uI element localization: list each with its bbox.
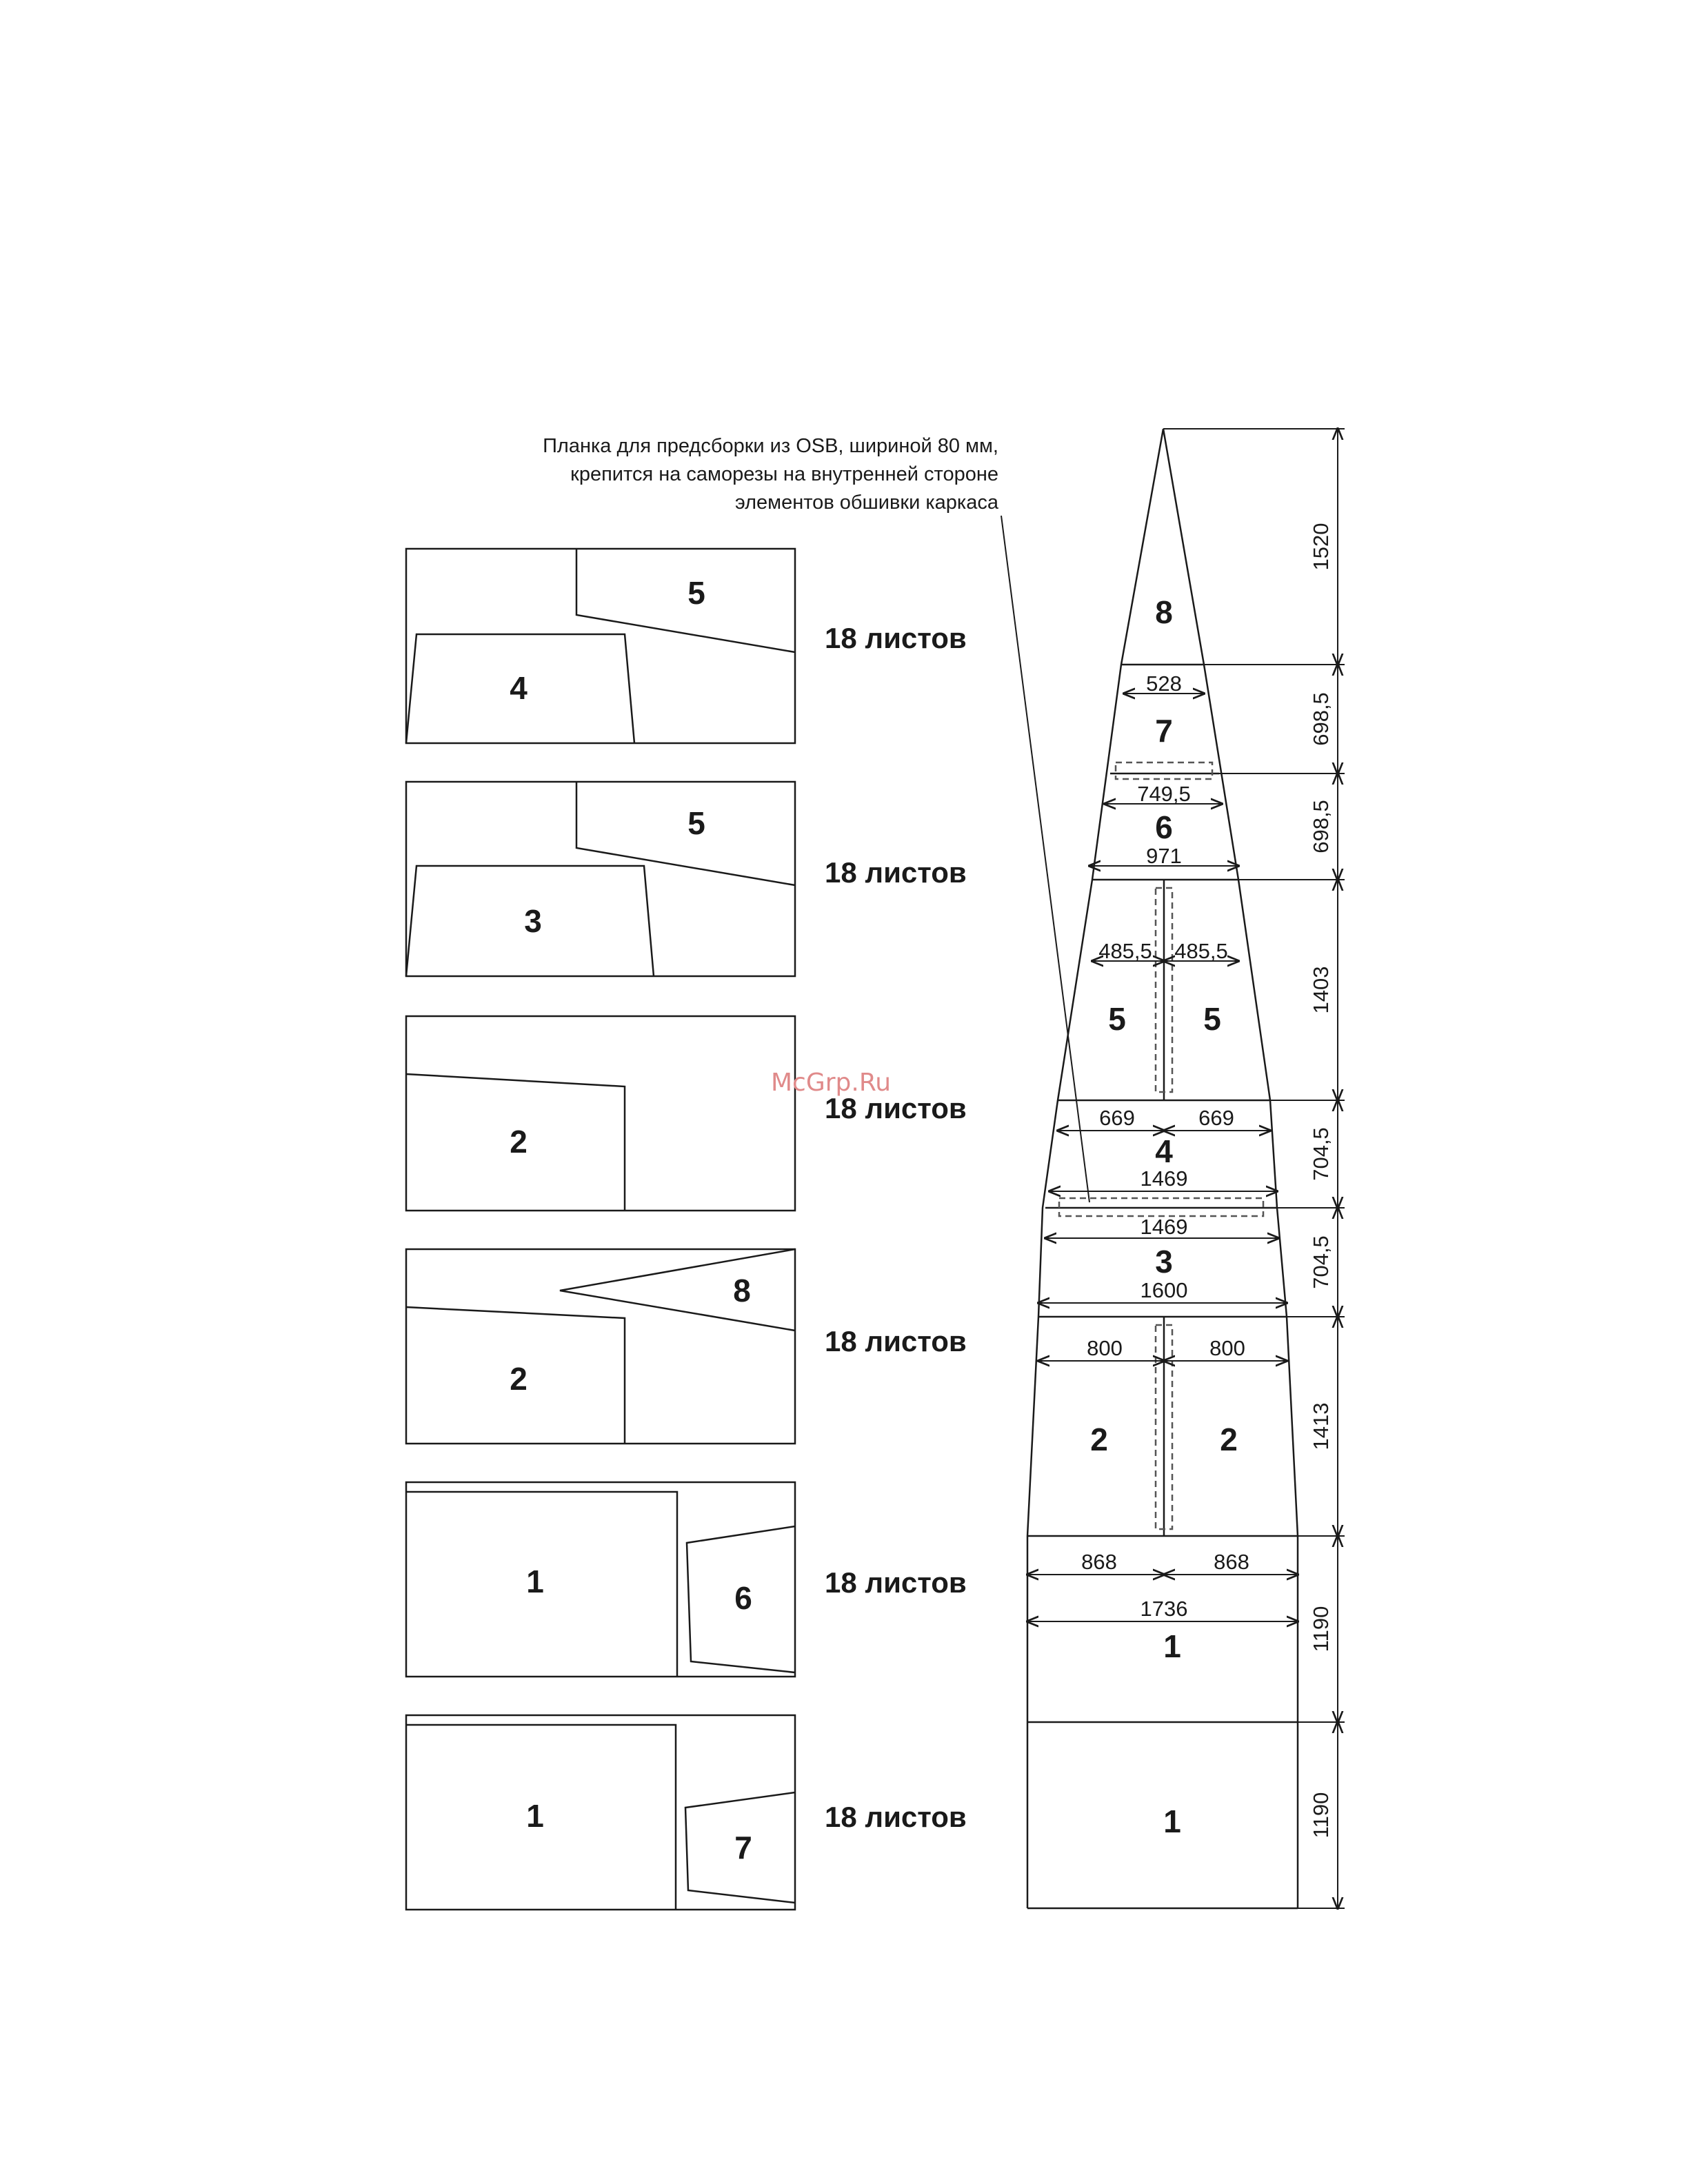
dim-1600: 1600: [1140, 1278, 1188, 1302]
sheet-4-cut-8: [560, 1249, 795, 1331]
sheet-6-count: 18 листов: [825, 1801, 967, 1833]
dim-1469-top: 1469: [1140, 1166, 1188, 1191]
sheet-3: [406, 1016, 967, 1211]
hdim-704-5-a: 704,5: [1309, 1127, 1333, 1181]
dim-749-5: 749,5: [1137, 782, 1191, 806]
sheet-3-outline: [406, 1016, 795, 1211]
tower-part-7: 7: [1155, 713, 1173, 749]
tower-part-2-left: 2: [1090, 1422, 1108, 1457]
dim-669-left: 669: [1099, 1106, 1135, 1130]
sheet-6: [406, 1715, 967, 1910]
sheet-6-part-1: 1: [526, 1798, 544, 1834]
tower-part-8: 8: [1155, 594, 1173, 630]
osb-strip-7-6: [1116, 762, 1212, 779]
hdim-1413: 1413: [1309, 1402, 1333, 1450]
sheet-1-cut-5: [576, 549, 795, 652]
hdim-698-5-a: 698,5: [1309, 692, 1333, 746]
tower-part-4: 4: [1155, 1133, 1173, 1169]
note-leader-line: [1001, 516, 1089, 1202]
tower-part-3: 3: [1155, 1244, 1173, 1280]
tower-assembly: [1027, 429, 1345, 1908]
dim-528: 528: [1146, 671, 1182, 696]
hdim-1190-b: 1190: [1309, 1792, 1333, 1839]
sheet-4: [406, 1249, 967, 1444]
sheet-2-cut-5: [576, 782, 795, 885]
dim-1736: 1736: [1140, 1597, 1188, 1621]
dim-485-5-left: 485,5: [1098, 939, 1152, 963]
sheet-4-part-8: 8: [733, 1273, 751, 1308]
tower-part-6: 6: [1155, 809, 1173, 845]
tower-part-5-left: 5: [1108, 1001, 1126, 1037]
dim-800-right: 800: [1209, 1336, 1245, 1360]
tower-part-1-bottom: 1: [1163, 1803, 1181, 1839]
dim-485-5-right: 485,5: [1174, 939, 1228, 963]
sheet-1-part-5: 5: [687, 575, 705, 611]
sheet-1-part-4: 4: [510, 670, 528, 706]
sheet-2-part-5: 5: [687, 805, 705, 841]
note-line-3: элементов обшивки каркаса: [734, 492, 998, 514]
sheet-1: [406, 549, 967, 743]
dim-868-left: 868: [1081, 1550, 1117, 1574]
dim-868-right: 868: [1214, 1550, 1249, 1574]
sheet-5-count: 18 листов: [825, 1566, 967, 1599]
sheet-1-outline: [406, 549, 795, 743]
watermark: McGrp.Ru: [771, 1069, 892, 1097]
dim-1469-bottom: 1469: [1140, 1215, 1188, 1239]
sheet-2-count: 18 листов: [825, 856, 967, 889]
hdim-1403: 1403: [1309, 966, 1333, 1014]
note-line-2: крепится на саморезы на внутренней стороне: [570, 463, 998, 485]
sheet-4-part-2: 2: [510, 1361, 528, 1397]
sheet-6-part-7: 7: [734, 1830, 752, 1866]
sheet-6-outline: [406, 1715, 795, 1910]
sheet-5-part-1: 1: [526, 1564, 544, 1599]
dim-800-left: 800: [1087, 1336, 1123, 1360]
tower-part-1-top: 1: [1163, 1628, 1181, 1664]
note-line-1: Планка для предсборки из OSB, шириной 80 мм,: [543, 435, 998, 457]
dim-971: 971: [1146, 844, 1182, 868]
sheet-3-part-2: 2: [510, 1124, 528, 1160]
sheet-2-part-3: 3: [524, 903, 542, 939]
sheet-5-part-6: 6: [734, 1580, 752, 1616]
sheet-1-count: 18 листов: [825, 622, 967, 654]
hdim-1520: 1520: [1309, 523, 1333, 571]
hdim-704-5-b: 704,5: [1309, 1235, 1333, 1289]
hdim-1190-a: 1190: [1309, 1606, 1333, 1652]
dim-669-right: 669: [1198, 1106, 1234, 1130]
hdim-698-5-b: 698,5: [1309, 800, 1333, 853]
sheet-3-count: 18 листов: [825, 1092, 967, 1124]
sheet-2: [406, 782, 967, 976]
sheet-5-outline: [406, 1482, 795, 1677]
tower-part-5-right: 5: [1203, 1001, 1221, 1037]
tower-part-2-right: 2: [1220, 1422, 1238, 1457]
sheet-2-outline: [406, 782, 795, 976]
sheet-5: [406, 1482, 967, 1677]
sheet-4-count: 18 листов: [825, 1325, 967, 1357]
